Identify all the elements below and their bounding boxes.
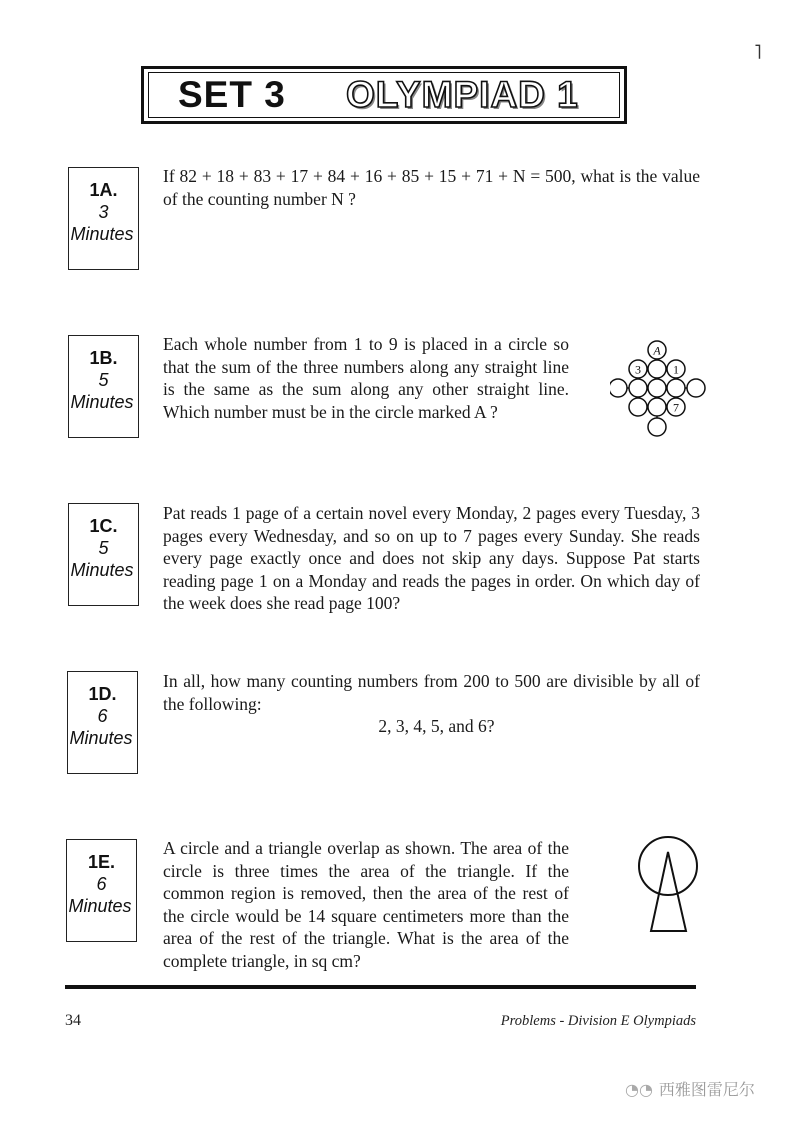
problem-1d-time-box: [67, 671, 138, 774]
problem-minutes: 6: [96, 874, 107, 894]
figure-circle-upper-center: [648, 360, 666, 378]
circle-grid-figure: [610, 335, 710, 440]
figure-circle-far-right: [687, 379, 705, 397]
page-number: 34: [65, 1012, 81, 1029]
figure-label-a: A: [653, 343, 661, 358]
figure-circle-bottom: [648, 418, 666, 436]
wechat-icon: ◔◔: [625, 1080, 653, 1099]
olympiad-title: OLYMPIAD 1: [346, 74, 579, 115]
problem-minutes-unit: Minutes: [69, 728, 133, 748]
footer-rule: [65, 985, 696, 989]
problem-1a-text: If 82 + 18 + 83 + 17 + 84 + 16 + 85 + 15 + 71 + N = 500, what is the value of the counting number N ?: [163, 166, 700, 209]
problem-1d-question: In all, how many counting numbers from 200 to 500 are divisible by all of the following:: [163, 671, 700, 714]
figure-circle-center: [648, 379, 666, 397]
figure-circle: [639, 837, 697, 895]
problem-minutes: 3: [98, 202, 109, 222]
watermark: [625, 1077, 755, 1100]
figure-circle-far-left: [610, 379, 627, 397]
problem-1e-time-box: [66, 839, 137, 942]
problem-1d-divisor-list: 2, 3, 4, 5, and 6?: [378, 716, 495, 736]
figure-label-3: 3: [635, 362, 641, 377]
problem-number: 1D.: [88, 684, 117, 704]
set-title: SET 3: [178, 74, 286, 115]
figure-circle-lower-left: [629, 398, 647, 416]
problem-minutes-unit: Minutes: [70, 560, 134, 580]
problem-number: 1A.: [89, 180, 118, 200]
problem-minutes: 5: [98, 538, 109, 558]
watermark-text: 西雅图雷尼尔: [658, 1080, 755, 1099]
problem-number: 1B.: [89, 348, 118, 368]
figure-label-7: 7: [673, 400, 679, 415]
figure-circle-lower-center: [648, 398, 666, 416]
problem-1b-text: Each whole number from 1 to 9 is placed in a circle so that the sum of the three numbers along any straight line is the same as the sum along any other straight line. Which number must be in the circle marked A ?: [163, 334, 569, 422]
problem-1b-time-box: [68, 335, 139, 438]
circle-triangle-figure: [628, 830, 708, 938]
problem-minutes-unit: Minutes: [70, 392, 134, 412]
footer-book-title: Problems - Division E Olympiads: [500, 1013, 696, 1029]
problem-minutes-unit: Minutes: [68, 896, 132, 916]
problem-1c-time-box: [68, 503, 139, 606]
figure-label-1: 1: [673, 362, 679, 377]
problem-minutes-unit: Minutes: [70, 224, 134, 244]
problem-number: 1E.: [87, 852, 116, 872]
problem-number: 1C.: [89, 516, 118, 536]
problem-1d-text: [163, 670, 700, 738]
problem-minutes: 6: [97, 706, 108, 726]
corner-mark: ˥: [754, 42, 762, 64]
problem-1c-text: Pat reads 1 page of a certain novel every Monday, 2 pages every Tuesday, 3 pages every Wednesday, and so on up to 7 pages every Sunday. She reads every page exactly once and does not skip any days. Suppose Pat starts reading page 1 on a Monday and reads the pages in order. On which day of the week does she read page 100?: [163, 503, 700, 613]
figure-circle-left: [629, 379, 647, 397]
problem-1e-text: A circle and a triangle overlap as shown. The area of the circle is three times the area of the triangle. If the common region is removed, then the area of the rest of the circle would be 14 square centimeters more than the area of the rest of the triangle. What is the area of the complete triangle, in sq cm?: [163, 838, 569, 971]
problem-minutes: 5: [98, 370, 109, 390]
figure-circle-right: [667, 379, 685, 397]
problem-1a-time-box: [68, 167, 139, 270]
